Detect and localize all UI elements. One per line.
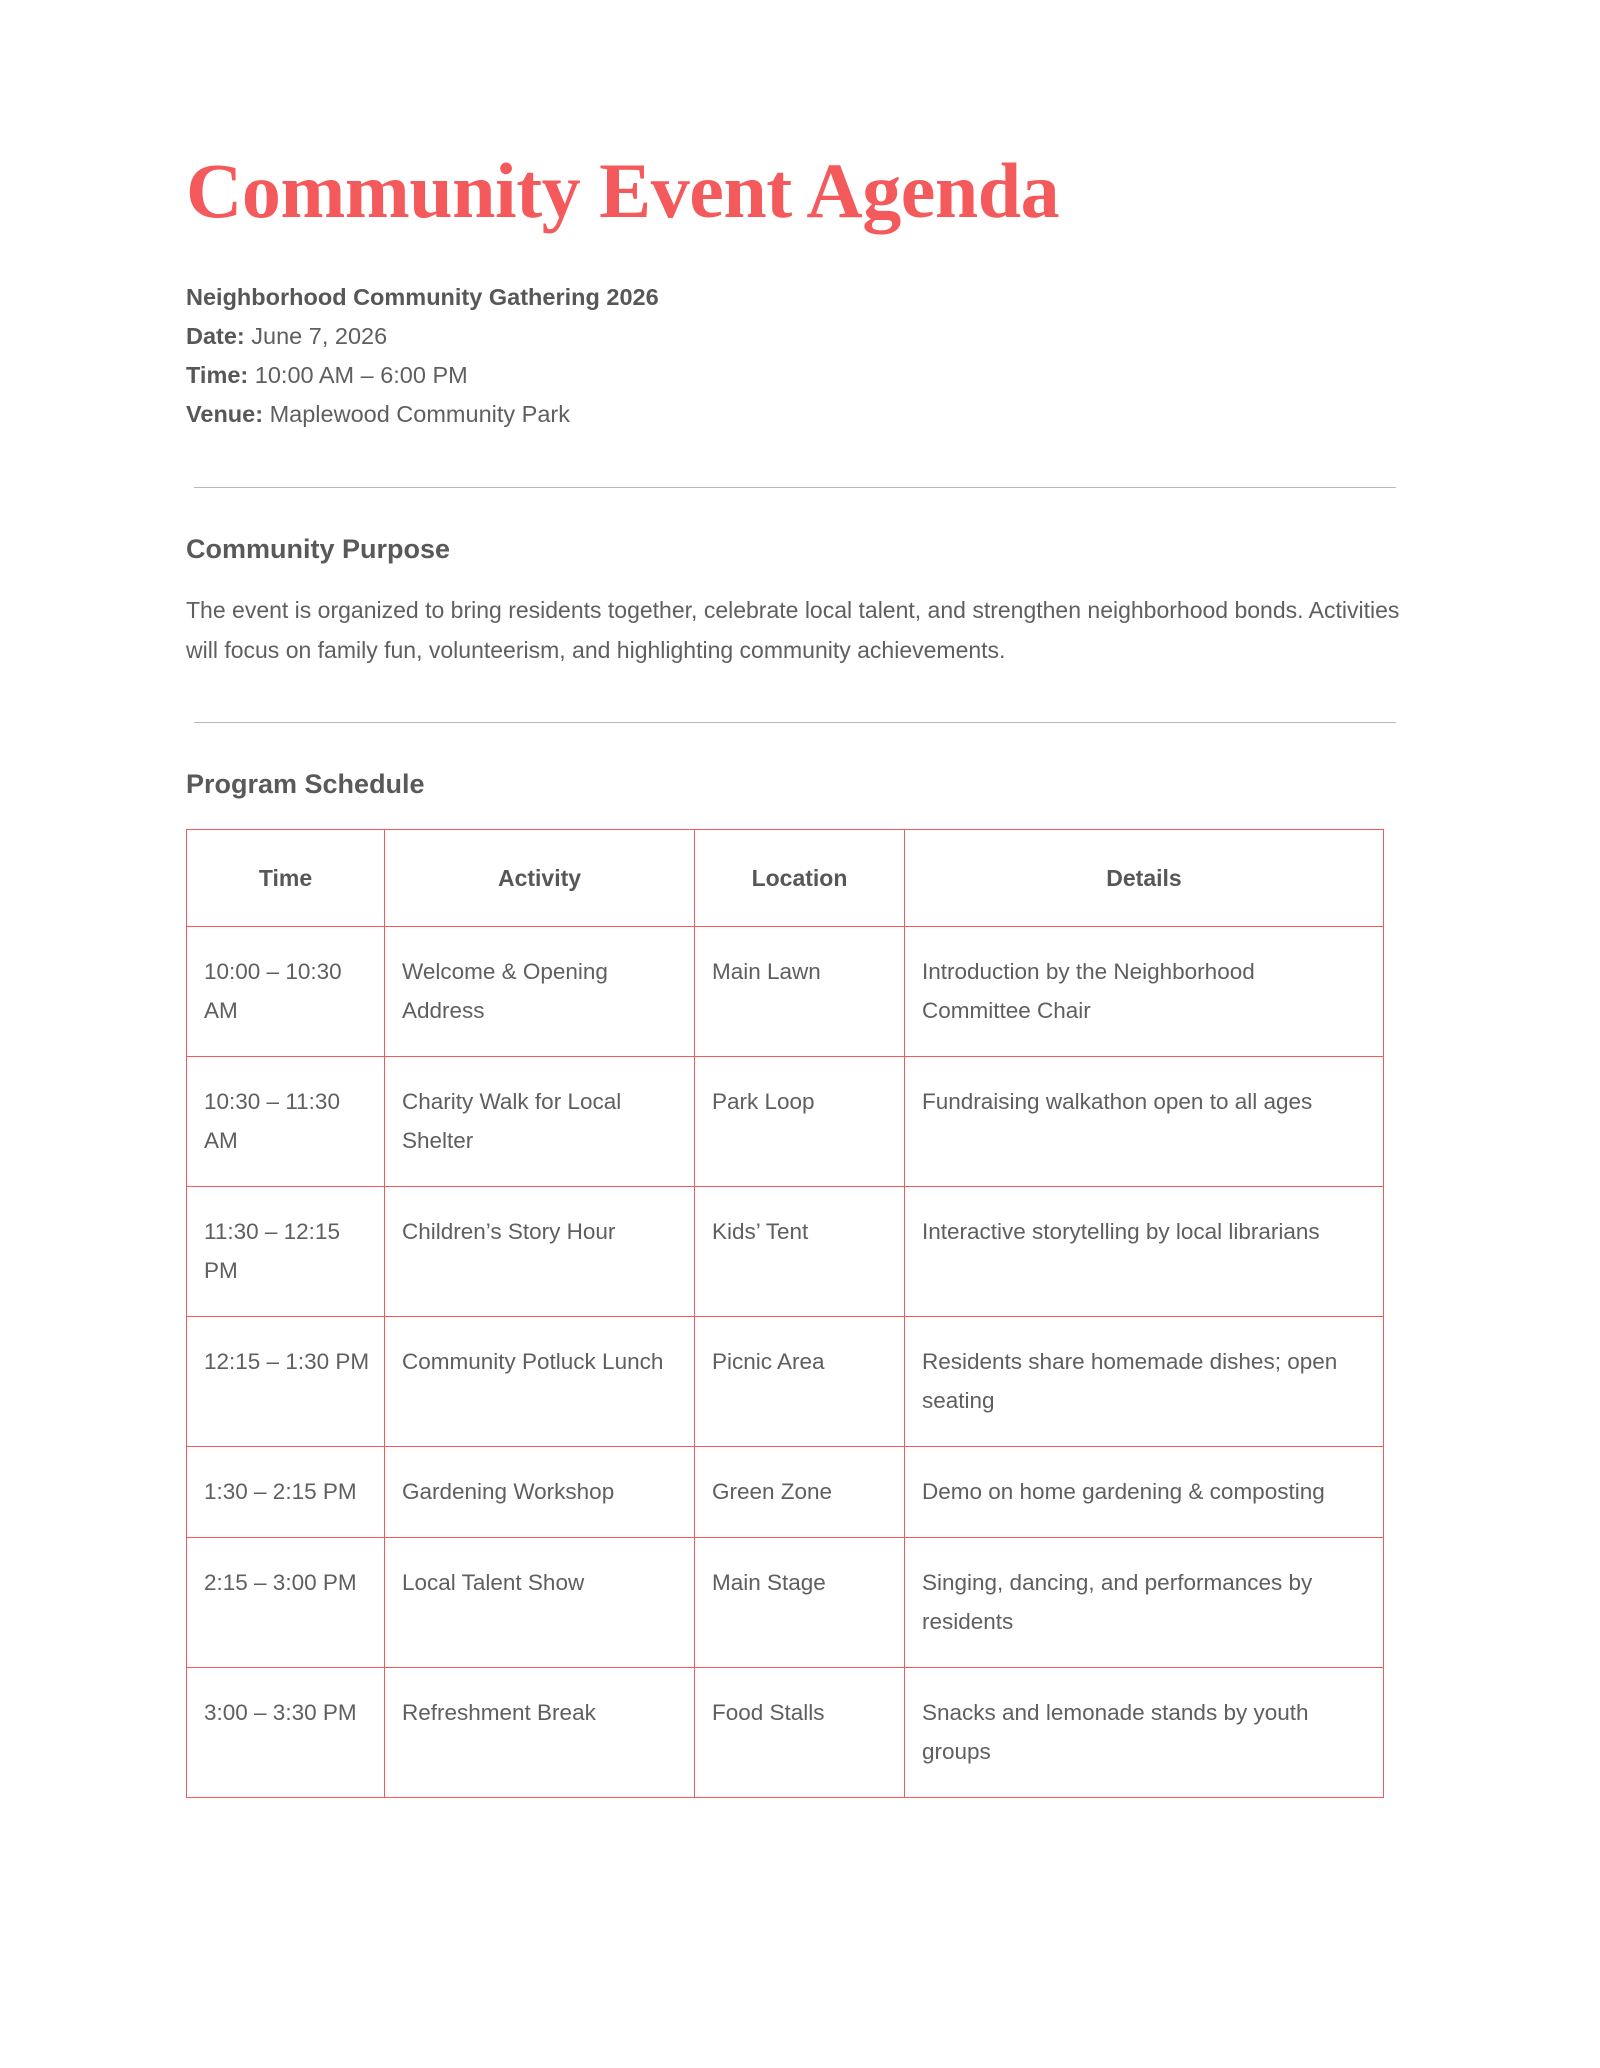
event-date-line (186, 317, 1414, 356)
venue-label: Venue: (186, 401, 264, 427)
cell-details: Demo on home gardening & composting (905, 1447, 1384, 1538)
document-content (186, 0, 1414, 1798)
event-venue-line (186, 395, 1414, 434)
table-row (187, 1447, 1384, 1538)
cell-details: Introduction by the Neighborhood Committee Chair (905, 927, 1384, 1057)
cell-time: 3:00 – 3:30 PM (187, 1668, 385, 1798)
cell-location: Park Loop (695, 1057, 905, 1187)
cell-location: Main Stage (695, 1538, 905, 1668)
time-value: 10:00 AM – 6:00 PM (254, 362, 468, 388)
table-row (187, 1057, 1384, 1187)
table-row (187, 1317, 1384, 1447)
table-row (187, 927, 1384, 1057)
event-subtitle: Neighborhood Community Gathering 2026 (186, 284, 659, 310)
cell-details: Singing, dancing, and performances by residents (905, 1538, 1384, 1668)
cell-time: 10:00 – 10:30 AM (187, 927, 385, 1057)
page-title: Community Event Agenda (186, 147, 1060, 234)
cell-details: Fundraising walkathon open to all ages (905, 1057, 1384, 1187)
program-schedule-table (186, 829, 1384, 1798)
cell-details: Interactive storytelling by local librarians (905, 1187, 1384, 1317)
column-header-details: Details (905, 830, 1384, 927)
date-value: June 7, 2026 (251, 323, 388, 349)
column-header-location: Location (695, 830, 905, 927)
cell-activity: Community Potluck Lunch (385, 1317, 695, 1447)
table-row (187, 1668, 1384, 1798)
cell-time: 2:15 – 3:00 PM (187, 1538, 385, 1668)
column-header-time: Time (187, 830, 385, 927)
event-time-line (186, 356, 1414, 395)
cell-time: 11:30 – 12:15 PM (187, 1187, 385, 1317)
table-row (187, 1187, 1384, 1317)
cell-location: Food Stalls (695, 1668, 905, 1798)
cell-activity: Children’s Story Hour (385, 1187, 695, 1317)
venue-value: Maplewood Community Park (269, 401, 570, 427)
cell-activity: Local Talent Show (385, 1538, 695, 1668)
schedule-heading: Program Schedule (186, 769, 425, 799)
cell-activity: Charity Walk for Local Shelter (385, 1057, 695, 1187)
event-meta-block (186, 278, 1414, 434)
table-header-row (187, 830, 1384, 927)
cell-activity: Gardening Workshop (385, 1447, 695, 1538)
time-label: Time: (186, 362, 249, 388)
cell-location: Kids’ Tent (695, 1187, 905, 1317)
cell-time: 12:15 – 1:30 PM (187, 1317, 385, 1447)
table-header (187, 830, 1384, 927)
column-header-activity: Activity (385, 830, 695, 927)
cell-location: Picnic Area (695, 1317, 905, 1447)
date-label: Date: (186, 323, 245, 349)
cell-activity: Welcome & Opening Address (385, 927, 695, 1057)
cell-time: 1:30 – 2:15 PM (187, 1447, 385, 1538)
cell-activity: Refreshment Break (385, 1668, 695, 1798)
cell-location: Green Zone (695, 1447, 905, 1538)
purpose-body: The event is organized to bring residents together, celebrate local talent, and strengthen neighborhood bonds. Activities will focus on family fun, volunteerism, and highlighting community achievements. (186, 597, 1400, 663)
table-body (187, 927, 1384, 1798)
purpose-heading: Community Purpose (186, 534, 451, 564)
cell-location: Main Lawn (695, 927, 905, 1057)
cell-time: 10:30 – 11:30 AM (187, 1057, 385, 1187)
cell-details: Snacks and lemonade stands by youth groups (905, 1668, 1384, 1798)
table-row (187, 1538, 1384, 1668)
cell-details: Residents share homemade dishes; open seating (905, 1317, 1384, 1447)
